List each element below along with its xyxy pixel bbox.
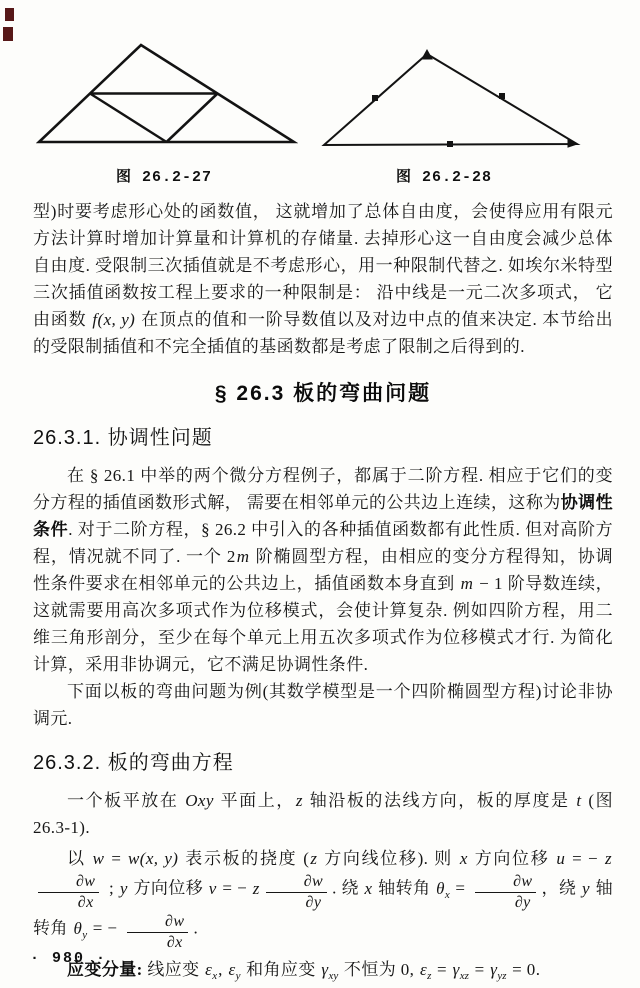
text-run: 以 (67, 849, 92, 868)
text-run: 轴转角 (33, 878, 613, 938)
math-variable: m (236, 547, 250, 566)
text-run: . 绕 (332, 878, 364, 898)
math-variable: m (460, 574, 474, 593)
subsection-heading-26-3-1: 26.3.1. 协调性问题 (33, 427, 213, 449)
math-variable-subscripted: $\theta_x$ (436, 878, 450, 901)
text-run: = (469, 960, 490, 980)
math-variable: z (295, 791, 303, 810)
math-variable: y (119, 878, 128, 898)
math-subscript: xz (459, 970, 469, 983)
math-variable-subscripted: $\varepsilon_y$ (228, 960, 241, 983)
text-run: . (193, 918, 199, 938)
math-fraction (127, 913, 188, 951)
math-variable: t (576, 791, 582, 810)
text-run: 表示板的挠度 ( (179, 849, 310, 868)
text-run: ，绕 (541, 878, 581, 898)
math-variable: z (310, 849, 318, 868)
fraction-denominator: ∂x (77, 893, 94, 911)
text-run: 轴转角 (373, 878, 436, 898)
text-run: , (218, 960, 228, 980)
math-subscript: y (235, 970, 241, 983)
fraction-denominator: ∂y (305, 893, 322, 911)
text-run: 平面上， (214, 791, 295, 810)
math-subscript: x (444, 888, 450, 901)
text-run: = (450, 878, 471, 898)
text-run: = − (88, 918, 123, 938)
text-run: = − (217, 878, 252, 898)
math-variable-subscripted: $\varepsilon_z$ (419, 960, 432, 983)
math-variable: z (604, 849, 613, 868)
text-run: 轴沿板的法线方向，板的厚度是 (303, 791, 576, 810)
math-variable-subscripted: $\gamma_{xy}$ (321, 960, 339, 983)
figure-caption: 图 26.2-27 (116, 169, 213, 186)
text-run: 不恒为 0, (339, 960, 419, 980)
paragraph-intro (33, 198, 613, 360)
bold-text-run: 协调性条件 (33, 493, 614, 539)
text-run: 型)时要考虑形心处的函数值， 这就增加了总体自由度，会使得应用有限元方法计算时增加计算量和计算机的存储量. 去掉形心这一自由度会减少总体自由度. 受限制三次插值就是不考虑形心，用一种限制代替之. 如埃尔米特型三次插值函数按工程上要求的一种限制是： 沿中线是一元二次多项式， 它由函数 (33, 202, 613, 329)
math-variable: w = w(x, y) (92, 849, 179, 868)
text-run: 方向位移 (128, 878, 208, 898)
math-subscript: xy (328, 970, 339, 983)
math-fraction (266, 873, 327, 911)
fraction-numerator: ∂w (266, 873, 327, 893)
text-run: 和角应变 (241, 960, 321, 980)
text-run: 阶椭圆型方程，由相应的变分方程得知，协调性条件要求在相邻单元的公共边上，插值函数本身直到 (33, 547, 613, 593)
math-variable: x (459, 849, 468, 868)
fraction-denominator: ∂x (166, 933, 183, 951)
math-subscript: z (427, 970, 432, 983)
triangle-midpoints-figure (321, 48, 583, 150)
math-variable-subscripted: $\gamma_{yz}$ (490, 960, 507, 983)
fraction-denominator: ∂y (514, 893, 531, 911)
math-fraction (475, 873, 536, 911)
math-variable: x (364, 878, 373, 898)
paragraph-lead-in (33, 678, 613, 732)
text-run: 线应变 (142, 960, 205, 980)
text-run: − 1 阶导数连续，这就需要用高次多项式作为位移模式，会使计算复杂. 例如四阶方程，用二维三角形剖分，至少在每个单元上用五次多项式作为位移模式才行. 为简化计算，采用非协调元，它不满足协调性条件. (33, 574, 613, 674)
text-run: = 0. (507, 960, 541, 980)
text-run: 方向位移 (468, 849, 556, 868)
fraction-numerator: ∂w (38, 873, 99, 893)
figures-row (0, 0, 640, 198)
section-heading: § 26.3 板的弯曲问题 (214, 382, 432, 405)
text-run: 方向线位移). 则 (318, 849, 459, 868)
fraction-numerator: ∂w (127, 913, 188, 933)
math-variable: y (581, 878, 590, 898)
paragraph-strain-components (33, 956, 613, 988)
paragraph-coordination (33, 462, 613, 678)
bold-text-run: 应变分量: (67, 960, 143, 980)
paragraph-plate-setup (33, 787, 613, 841)
figure-caption: 图 26.2-28 (396, 169, 493, 186)
math-subscript: yz (497, 970, 507, 983)
text-run: = (432, 960, 452, 980)
subsection-heading-26-3-2: 26.3.2. 板的弯曲方程 (33, 752, 234, 774)
text-run: 一个板平放在 (67, 791, 185, 810)
math-variable-subscripted: $\gamma_{xz}$ (452, 960, 469, 983)
math-fraction (38, 873, 99, 911)
paragraph-displacement-formulas (33, 845, 613, 952)
text-run: 在 § 26.1 中举的两个微分方程例子，都属于二阶方程. 相应于它们的变分方程的插值函数形式解， 需要在相邻单元的公共边上连续，这称为 (33, 466, 613, 512)
text-run: 下面以板的弯曲问题为例(其数学模型是一个四阶椭圆型方程)讨论非协调元. (33, 682, 613, 728)
math-variable: u (556, 849, 566, 868)
math-variable-subscripted: $\varepsilon_x$ (205, 960, 218, 983)
text-run: 在顶点的值和一阶导数值以及对边中点的值来决定. 本节给出的受限制插值和不完全插值的基函数都是考虑了限制之后得到的. (33, 310, 613, 356)
text-run: . 对于二阶方程，§ 26.2 中引入的各种插值函数都有此性质. 但对高阶方程，情况就不同了. 一个 2 (33, 520, 613, 566)
math-variable: z (252, 878, 260, 898)
text-run: (图 26.3-1). (33, 791, 613, 837)
math-variable-subscripted: $\theta_y$ (73, 918, 88, 941)
math-subscript: y (82, 928, 88, 941)
math-subscript: x (212, 970, 218, 983)
math-variable: Oxy (185, 791, 214, 810)
math-variable: v (208, 878, 217, 898)
triangle-subdivision-figure (36, 42, 298, 146)
fraction-numerator: ∂w (475, 873, 536, 893)
text-run: = − (566, 849, 604, 868)
math-variable: f(x, y) (92, 310, 136, 329)
page-number: · 980 · (30, 950, 108, 967)
text-run: ; (104, 878, 119, 898)
text-column (33, 198, 613, 988)
